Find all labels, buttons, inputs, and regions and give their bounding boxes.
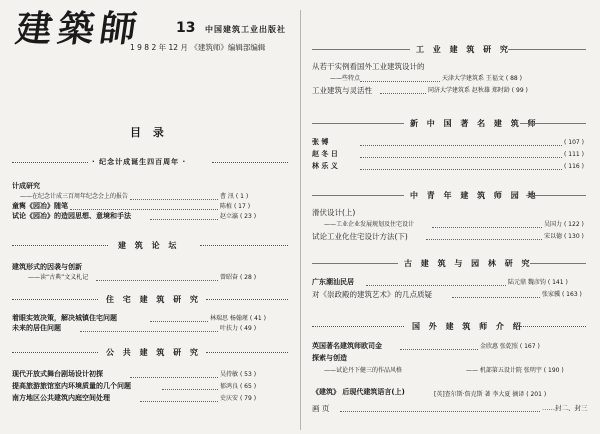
leader-dots [162,389,218,390]
section-heading: 公 共 建 筑 研 究 [106,348,201,357]
list-item-meta: —— 机部第五设计院 张明宇 ( 190 ) [466,367,564,374]
list-item-meta: 陈植 ( 17 ) [220,203,251,210]
sec3-rule-left [12,352,98,353]
banner1-rule-right [212,162,288,163]
sec1-rule-left [312,49,410,50]
list-item: ——些特点 [330,75,361,82]
leader-dots [150,321,208,322]
list-item-meta: 郁鸿良 ( 65 ) [220,383,257,390]
list-item: 探索与创造 [312,354,347,362]
list-item: 英国著名建筑师欧司金 [312,342,382,350]
list-item-meta: 陆元鼎 魏彦钧 ( 141 ) [508,279,568,286]
cover-pages-value: ……封二、封三 [542,404,588,412]
sec2-rule-left [12,299,98,300]
list-item-meta: 天津大学建筑系 王福文 ( 88 ) [442,75,522,82]
sec5-rule-left [312,326,404,327]
list-item: 林 乐 义 [312,162,338,170]
leader-dots [360,169,562,170]
list-item: 建筑形式的因袭与创新 [12,263,82,271]
list-item: ——读“古典”文义札记 [28,274,89,281]
leader-dots [360,157,562,158]
sec4-rule-left [312,263,398,264]
cover-pages-label: 画 页 [312,404,330,413]
section-heading: 新 中 国 著 名 建 筑 师 [410,119,539,128]
issue-date-line: 1 9 8 2 年 12 月 《建筑师》编辑部编辑 [130,43,266,52]
section-heading: 工 业 建 筑 研 究 [416,45,511,54]
list-item: 滑伏设计(上) [312,208,356,217]
sec2-rule-right [206,299,288,300]
sec1-rule-left [12,245,108,246]
list-item: ——试论丹下健三的作品风格 [324,367,403,374]
sec4-rule-right [530,263,586,264]
list-item-meta: [英]查尔斯·詹克斯 著 李大夏 摘译 ( 201 ) [434,391,547,398]
leader-dots [432,227,542,228]
leader-dots [130,199,218,200]
list-item: 现代开放式舞台剧场设计初探 [12,370,103,378]
list-item: 赵 冬 日 [312,150,338,158]
sec1-rule-right [508,49,586,50]
sec3-rule-left [312,195,404,196]
list-item-meta: 吴持敏 ( 53 ) [220,371,257,378]
leader-dots [360,145,562,146]
publisher-name: 中国建筑工业出版社 [205,25,286,34]
list-item-meta: ( 111 ) [564,151,584,158]
list-item: 童寯《园冶》随笔 [12,202,68,210]
leader-dots [380,93,426,94]
list-item: 张 镈 [312,138,329,146]
leader-dots [80,331,218,332]
list-item-meta: 曾昭奋 ( 28 ) [220,274,257,281]
sec2-rule-left [312,123,404,124]
leader-dots [150,219,218,220]
list-item-meta: 林瑞思 杨翰瑾 ( 41 ) [210,315,266,322]
list-item: 对《崇政殿的建筑艺术》的几点质疑 [312,290,432,299]
sec5-rule-right [520,326,586,327]
leader-dots [360,81,440,82]
list-item-meta: 史庆安 ( 79 ) [220,395,257,402]
list-item-meta: 曹 汛 ( 1 ) [220,193,249,200]
page-divider [300,10,301,430]
leader-dots [340,411,540,412]
banner1-label: · 纪念计成诞生四百周年 · [92,158,187,166]
list-item-meta: ( 116 ) [564,163,584,170]
list-item-meta: ( 107 ) [564,139,584,146]
section-heading: 住 宅 建 筑 研 究 [106,295,201,304]
list-item: 工业建筑与灵活性 [312,86,372,95]
list-item-meta: 同济大学建筑系 赵秋雄 郑时龄 ( 99 ) [428,87,528,94]
list-item-meta: 张家骥 ( 163 ) [542,291,582,298]
list-item: ——在纪念计成三百周年纪念会上的报告 [20,193,129,200]
leader-dots [400,349,478,350]
list-item-meta: 赵立瀛 ( 23 ) [220,213,257,220]
sec2-rule-right [520,123,586,124]
leader-dots [366,285,506,286]
list-item: 着眼实效决策，解决城镇住宅问题 [12,314,117,322]
banner1-rule-left [12,162,88,163]
section-heading: 古 建 筑 与 园 林 研 究 [404,259,533,268]
sec1-rule-right [200,245,288,246]
list-item: 广东潮汕民居 [312,278,354,286]
list-item-meta: 金欣惠 张乾照 ( 167 ) [480,343,540,350]
leader-dots [426,239,542,240]
group1-title: 计成研究 [12,182,40,190]
list-item: ——工业企业发展规划及住宅设计 [324,221,415,228]
leader-dots [140,401,218,402]
leader-dots [130,377,218,378]
leader-dots [96,280,218,281]
list-item: 试论《园冶》的造园思想、意境和手法 [12,212,131,220]
list-item-meta: 叶扶力 ( 49 ) [220,325,257,332]
contents-title: 目 录 [130,126,168,139]
section-heading: 中 青 年 建 筑 师 园 地 [410,191,539,200]
list-item: 《建筑》 后现代建筑语言(上) [312,388,405,396]
list-item: 从若干实例看国外工业建筑设计的 [312,62,425,71]
list-item-meta: 宋以德 ( 130 ) [544,233,584,240]
leader-dots [452,297,540,298]
section-heading: 建 筑 论 坛 [118,241,180,250]
sec3-rule-right [206,352,288,353]
sec3-rule-right [526,195,586,196]
section-heading: 国 外 建 筑 师 介 绍 [412,322,524,331]
list-item: 试论工业化住宅设计方法(下) [312,232,408,241]
list-item: 提高旅游旅馆室内环境质量的几个问题 [12,382,131,390]
issue-number: 13 [176,20,196,36]
leader-dots [70,209,218,210]
list-item: 未来的居住问题 [12,324,61,332]
list-item: 南方地区公共建筑内庭空间处理 [12,394,110,402]
magazine-logo: 建築師 [13,8,145,50]
list-item-meta: 吴国力 ( 122 ) [544,221,584,228]
